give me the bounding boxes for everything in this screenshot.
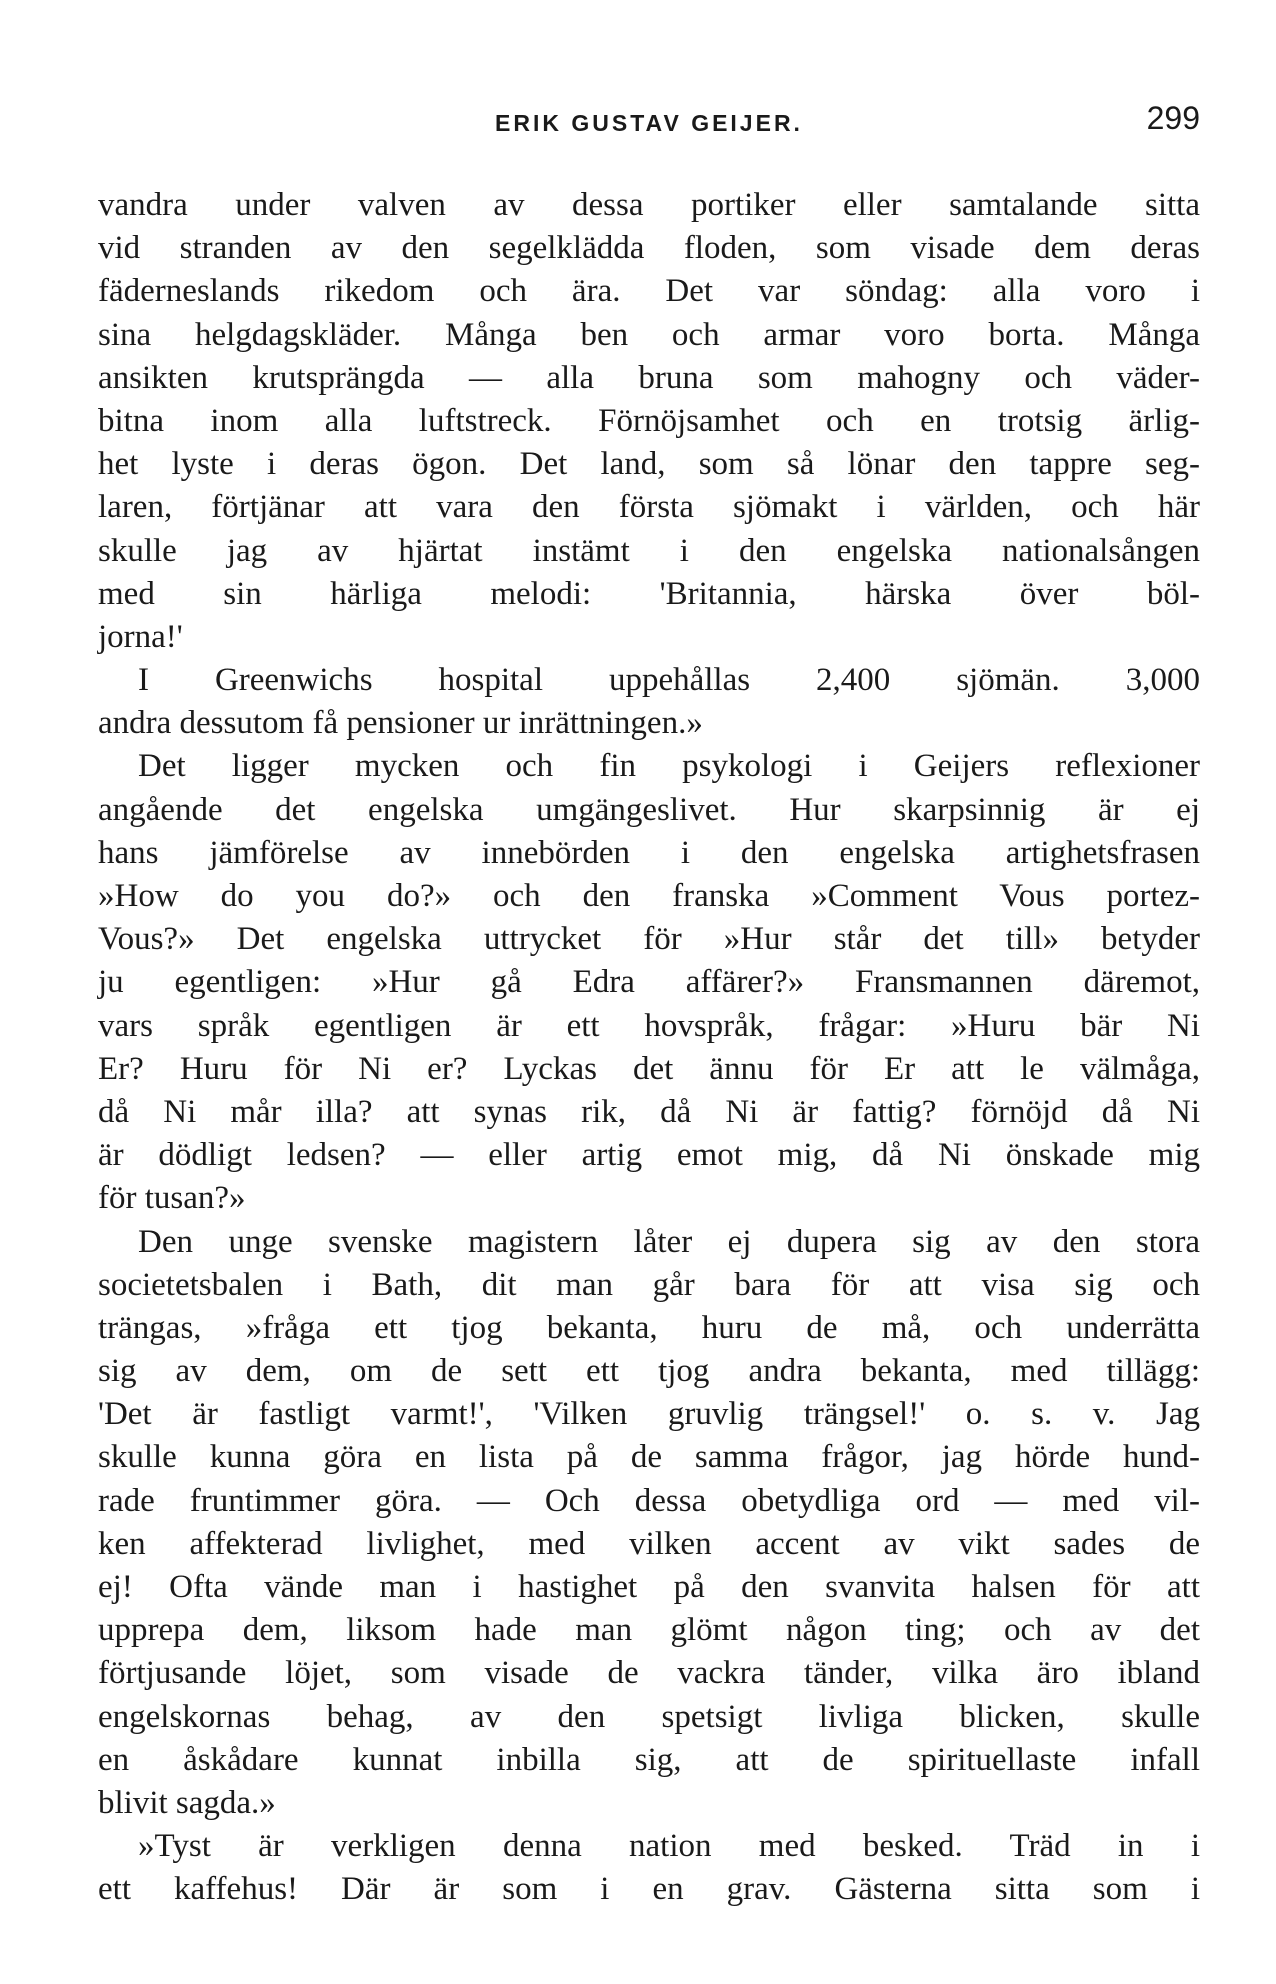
text-line: het lyste i deras ögon. Det land, som så lönar den tappre seg- <box>98 446 1200 483</box>
text-line: jorna!' <box>98 618 183 655</box>
text-line: förtjusande löjet, som visade de vackra tänder, vilka äro ibland <box>98 1655 1200 1692</box>
text-line: Vous?» Det engelska uttrycket för »Hur står det till» betyder <box>98 921 1200 958</box>
text-line: societetsbalen i Bath, dit man går bara för att visa sig och <box>98 1266 1200 1303</box>
text-line: Det ligger mycken och fin psykologi i Geijers reflexioner <box>138 748 1200 785</box>
text-line: vandra under valven av dessa portiker eller samtalande sitta <box>98 187 1200 223</box>
text-line: sig av dem, om de sett ett tjog andra bekanta, med tillägg: <box>98 1353 1200 1390</box>
text-line: en åskådare kunnat inbilla sig, att de spirituellaste infall <box>98 1741 1200 1778</box>
text-line: vid stranden av den segelklädda floden, som visade dem deras <box>98 230 1200 267</box>
text-line: med sin härliga melodi: 'Britannia, härska över böl- <box>98 575 1200 612</box>
text-line: är dödligt ledsen? — eller artig emot mig, då Ni önskade mig <box>98 1137 1200 1174</box>
body-text <box>98 184 1200 1912</box>
book-page <box>98 92 1200 1908</box>
text-line: »How do you do?» och den franska »Comment Vous portez- <box>98 878 1200 914</box>
text-line: trängas, »fråga ett tjog bekanta, huru de må, och underrätta <box>98 1309 1200 1346</box>
text-line: skulle jag av hjärtat instämt i den engelska nationalsången <box>98 532 1200 569</box>
text-line: ej! Ofta vände man i hastighet på den svanvita halsen för att <box>98 1569 1200 1605</box>
text-line: andra dessutom få pensioner ur inrättningen.» <box>98 705 703 742</box>
text-line: ju egentligen: »Hur gå Edra affärer?» Fransmannen däremot, <box>98 964 1200 1001</box>
text-line: sina helgdagskläder. Många ben och armar voro borta. Många <box>98 316 1200 353</box>
text-line: fäderneslands rikedom och ära. Det var söndag: alla voro i <box>98 273 1200 310</box>
text-line: angående det engelska umgängeslivet. Hur skarpsinnig är ej <box>98 791 1200 828</box>
text-line: Er? Huru för Ni er? Lyckas det ännu för Er att le välmåga, <box>98 1050 1200 1087</box>
text-line: ett kaffehus! Där är som i en grav. Gästerna sitta som i <box>98 1871 1200 1908</box>
text-line: engelskornas behag, av den spetsigt livliga blicken, skulle <box>98 1698 1200 1735</box>
text-line: I Greenwichs hospital uppehållas 2,400 sjömän. 3,000 <box>138 662 1200 699</box>
running-title: ERIK GUSTAV GEIJER. <box>495 110 803 136</box>
page-number: 299 <box>1146 100 1200 136</box>
text-line: då Ni mår illa? att synas rik, då Ni är fattig? förnöjd då Ni <box>98 1093 1200 1130</box>
text-line: 'Det är fastligt varmt!', 'Vilken gruvlig trängsel!' o. s. v. Jag <box>98 1396 1200 1433</box>
text-line: Den unge svenske magistern låter ej dupera sig av den stora <box>138 1223 1200 1260</box>
text-line: laren, förtjänar att vara den första sjömakt i världen, och här <box>98 489 1200 526</box>
text-line: för tusan?» <box>98 1180 246 1217</box>
text-line: hans jämförelse av innebörden i den engelska artighetsfrasen <box>98 834 1200 871</box>
text-line: vars språk egentligen är ett hovspråk, frågar: »Huru bär Ni <box>98 1007 1200 1044</box>
text-line: skulle kunna göra en lista på de samma frågor, jag hörde hund- <box>98 1439 1200 1476</box>
running-header <box>98 92 1200 152</box>
text-line: upprepa dem, liksom hade man glömt någon ting; och av det <box>98 1612 1200 1649</box>
text-line: blivit sagda.» <box>98 1784 276 1821</box>
text-line: ansikten krutsprängda — alla bruna som mahogny och väder- <box>98 359 1200 396</box>
text-line: bitna inom alla luftstreck. Förnöjsamhet och en trotsig ärlig- <box>98 402 1200 439</box>
text-line: rade fruntimmer göra. — Och dessa obetydliga ord — med vil- <box>98 1482 1200 1519</box>
text-line: ken affekterad livlighet, med vilken accent av vikt sades de <box>98 1525 1200 1562</box>
text-line: »Tyst är verkligen denna nation med besked. Träd in i <box>138 1828 1200 1865</box>
